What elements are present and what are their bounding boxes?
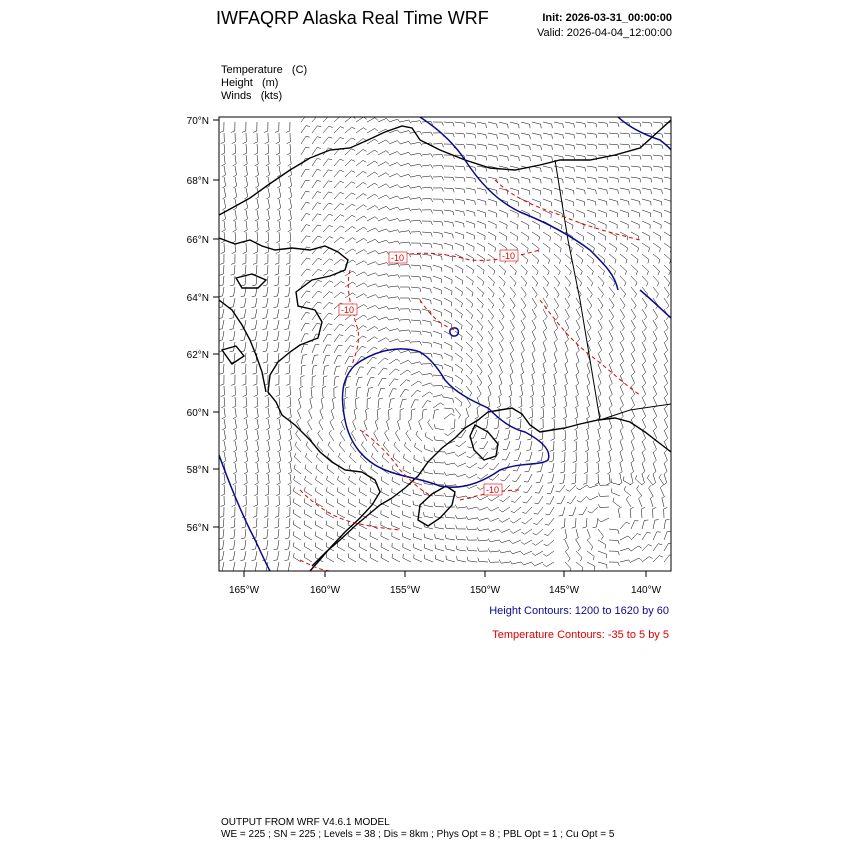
- lat-label: 70°N: [186, 116, 209, 127]
- plot-area: [219, 117, 671, 571]
- lon-ticks: [244, 571, 646, 577]
- lon-label: 150°W: [469, 585, 501, 596]
- lon-label: 140°W: [630, 585, 662, 596]
- valid-time: Valid: 2026-04-04_12:00:00: [537, 27, 672, 39]
- lon-label: 160°W: [309, 585, 341, 596]
- map-title: IWFAQRP Alaska Real Time WRF: [216, 8, 489, 28]
- temp-label: -10: [341, 305, 355, 315]
- lat-label: 68°N: [186, 176, 209, 187]
- lon-label: 145°W: [548, 585, 580, 596]
- lon-label: 155°W: [389, 585, 421, 596]
- lat-label: 62°N: [186, 350, 209, 361]
- legend-temperature: Temperature (C): [221, 64, 308, 76]
- legend-height: Height (m): [221, 77, 279, 89]
- temperature-contours-note: Temperature Contours: -35 to 5 by 5: [492, 629, 669, 641]
- lat-labels: [187, 116, 209, 534]
- lon-label: 165°W: [228, 585, 260, 596]
- lat-ticks: [213, 120, 219, 527]
- lat-label: 58°N: [186, 465, 209, 476]
- temp-label: -10: [391, 253, 405, 263]
- lat-label: 56°N: [186, 523, 209, 534]
- init-time: Init: 2026-03-31_00:00:00: [542, 12, 672, 24]
- lon-labels: [229, 585, 662, 596]
- temp-label: -10: [502, 251, 516, 261]
- lat-label: 64°N: [186, 293, 209, 304]
- footer-config: WE = 225 ; SN = 225 ; Levels = 38 ; Dis = 8km ; Phys Opt = 8 ; PBL Opt = 1 ; Cu Opt = 5: [221, 829, 615, 840]
- height-contours-note: Height Contours: 1200 to 1620 by 60: [489, 605, 669, 617]
- lat-label: 66°N: [186, 235, 209, 246]
- legend-winds: Winds (kts): [221, 90, 283, 102]
- lat-label: 60°N: [186, 408, 209, 419]
- temp-label: -10: [486, 485, 500, 495]
- footer-model: OUTPUT FROM WRF V4.6.1 MODEL: [221, 817, 390, 828]
